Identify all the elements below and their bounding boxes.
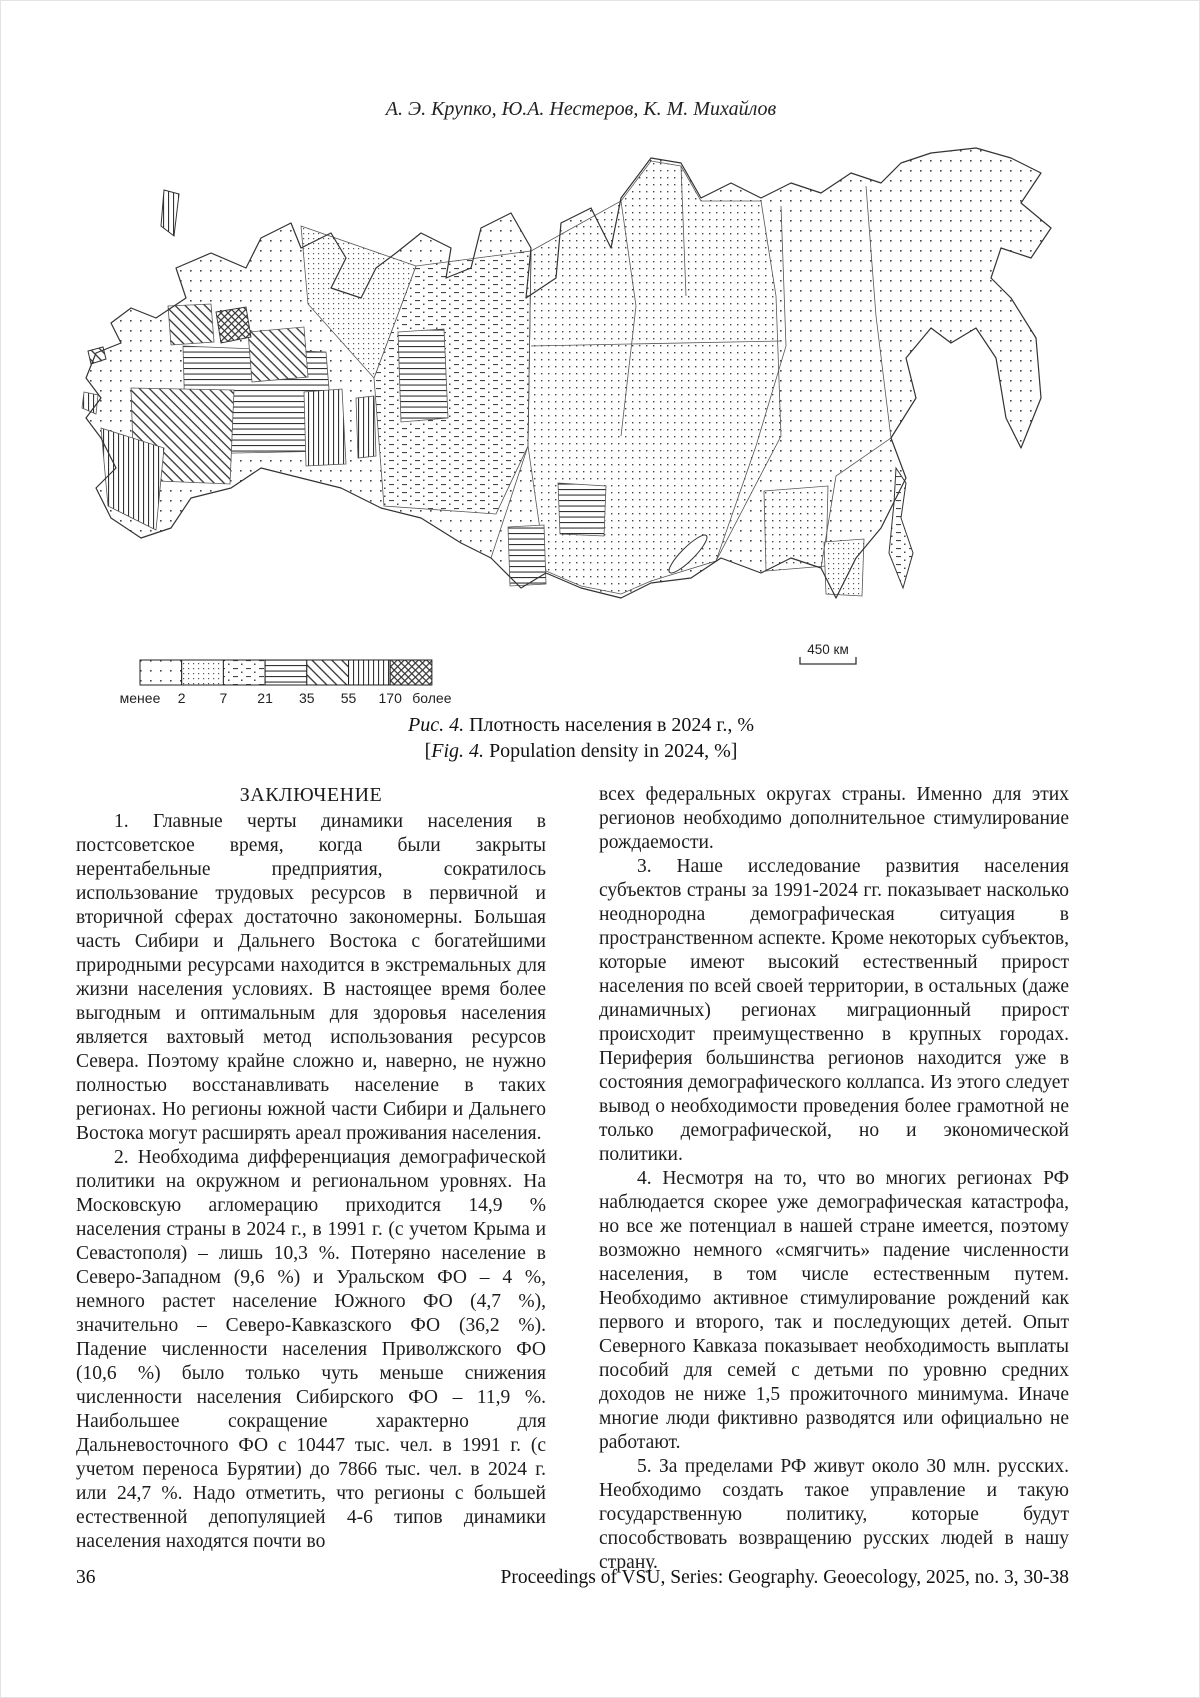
paragraph-2-continuation: всех федеральных округах страны. Именно для этих регионов необходимо дополнительное стимулирование рождаемости.: [599, 784, 1069, 853]
journal-reference: Proceedings of VSU, Series: Geography. Geoecology, 2025, no. 3, 30-38: [500, 1567, 1069, 1588]
russia-map-svg: [76, 146, 1086, 706]
legend-label-170: 170: [378, 690, 402, 706]
region-crimea: [82, 392, 98, 414]
figure-caption-ru-text: Плотность населения в 2024 г., %: [464, 714, 755, 736]
map-legend: [120, 660, 452, 706]
legend-swatch-crosshatch: [390, 660, 432, 685]
region-kuzbass: [558, 483, 606, 536]
running-head: А. Э. Крупко, Ю.А. Нестеров, К. М. Михайлов: [385, 98, 777, 120]
paragraph-3: 3. Наше исследование развития населения субъектов страны за 1991-2024 гг. показывает насколько неоднородна демографическая ситуация в пространственном аспекте. Кроме некоторых субъектов, которые имеют высокий естественный прирост населения по всей своей территории, в остальных (даже динамичных) регионах миграционный прирост происходит преимущественно в крупных городах. Периферия большинства регионов находится уже в состояния демографического коллапса. Из этого следует вывод о необходимости проведения более грамотной не только демографической, но и экономической политики.: [599, 856, 1069, 1165]
legend-label-21: 21: [257, 690, 273, 706]
region-ural: [398, 329, 448, 422]
legend-label-7: 7: [219, 690, 228, 706]
legend-swatch-horizontal-lines: [265, 660, 307, 685]
two-column-text: [76, 783, 1069, 1575]
paragraph-2: 2. Необходима дифференциация демографической политики на окружном и региональном уровнях. На Московскую агломерацию приходится 14,9 % населения страны в 2024 г., в 1991 г. (с учетом Крыма и Севастополя) – лишь 10,3 %. Потеряно население в Северо-Западном (9,6 %) и Уральском ФО – 4 %, немного растет население Южного ФО (4,7 %), значительно – Северо-Кавказского ФО (36,2 %). Падение численности населения Приволжского ФО (10,6 %) было только чуть меньше снижения численности населения Сибирского ФО – 11,9 %. Наибольшее сокращение характерно для Дальневосточного ФО с 10447 тыс. чел. в 1991 г. (с учетом переноса Бурятии) до 7866 тыс. чел. в 2024 г. или 24,7 %. Надо отметить, что регионы с большей естественной депопуляцией 4-6 типов динамики населения находятся почти во: [76, 1147, 546, 1552]
region-volga: [304, 389, 346, 466]
region-moscow-agglomeration: [216, 307, 251, 343]
right-column: [599, 783, 1069, 1575]
left-column: [76, 783, 546, 1575]
legend-swatch-dash-dot: [223, 660, 265, 685]
region-mid-volga: [356, 396, 376, 458]
paragraph-5: 5. За пределами РФ живут около 30 млн. русских. Необходимо создать такое управление и такую государственную политику, которые будут способствовать возвращению русских людей в нашу страну.: [599, 1456, 1069, 1573]
legend-swatch-diagonal-lines: [307, 660, 349, 685]
figure-caption-en: [76, 738, 1086, 764]
figure-caption-en-text: Population density in 2024, %]: [484, 740, 738, 762]
legend-label-35: 35: [299, 690, 315, 706]
scale-bar-label: 450 км: [807, 642, 849, 657]
legend-label-55: 55: [340, 690, 357, 706]
figure-caption-ru: [76, 712, 1086, 738]
paragraph-4: 4. Несмотря на то, что во многих регионах РФ наблюдается скорее уже демографическая катастрофа, но все же потенциал в нашей стране имеется, поэтому возможно немного «смягчить» падение численности населения, в том числе естественным путем. Необходимо активное стимулирование рождений как первого и второго, так и последующих детей. Опыт Северного Кавказа показывает необходимость выплаты пособий для семей с детьми по уровню средних доходов не ниже 1,5 прожиточного минимума. Иначе многие люди фиктивно разводятся или официально не работают.: [599, 1168, 1069, 1453]
legend-swatch-dots-sparse: [140, 660, 182, 685]
section-heading: ЗАКЛЮЧЕНИЕ: [239, 784, 383, 806]
bracket-open: [: [424, 740, 432, 762]
legend-swatch-dots-dense: [182, 660, 224, 685]
figure-number-ru: Рис. 4.: [407, 714, 465, 736]
region-east-of-moscow: [248, 327, 308, 382]
legend-swatch-vertical-lines: [349, 660, 391, 685]
page-footer: [76, 1567, 1069, 1589]
figure-number-en: Fig. 4.: [431, 740, 485, 762]
legend-label-menee: менее: [119, 690, 161, 706]
scale-bar: [800, 657, 856, 664]
paragraph-1: 1. Главные черты динамики населения в постсоветское время, когда были закрыты нерентабельные предприятия, сократилось использование трудовых ресурсов в первичной и вторичной сферах достаточно закономерны. Большая часть Сибири и Дальнего Востока с богатейшими природными ресурсами находится в экстремальных для жизни населения условиях. В настоящее время более выгодным и оптимальным для здоровья населения является вахтовый метод использования ресурсов Севера. Поэтому крайне сложно и, наверно, не нужно полностью восстанавливать население в таких регионах. Но регионы южной части Сибири и Дальнего Востока могут расширять ареал проживания населения.: [76, 811, 546, 1144]
page-number: 36: [76, 1567, 96, 1588]
region-murmansk-fragment: [161, 190, 179, 236]
legend-label-bolee: более: [412, 690, 452, 706]
region-amur: [764, 486, 828, 571]
region-northwest-center: [168, 304, 214, 345]
region-primorye: [824, 539, 864, 596]
figure-population-density-map: [76, 146, 1086, 764]
figure-caption: [76, 712, 1086, 764]
legend-label-2: 2: [177, 690, 186, 706]
